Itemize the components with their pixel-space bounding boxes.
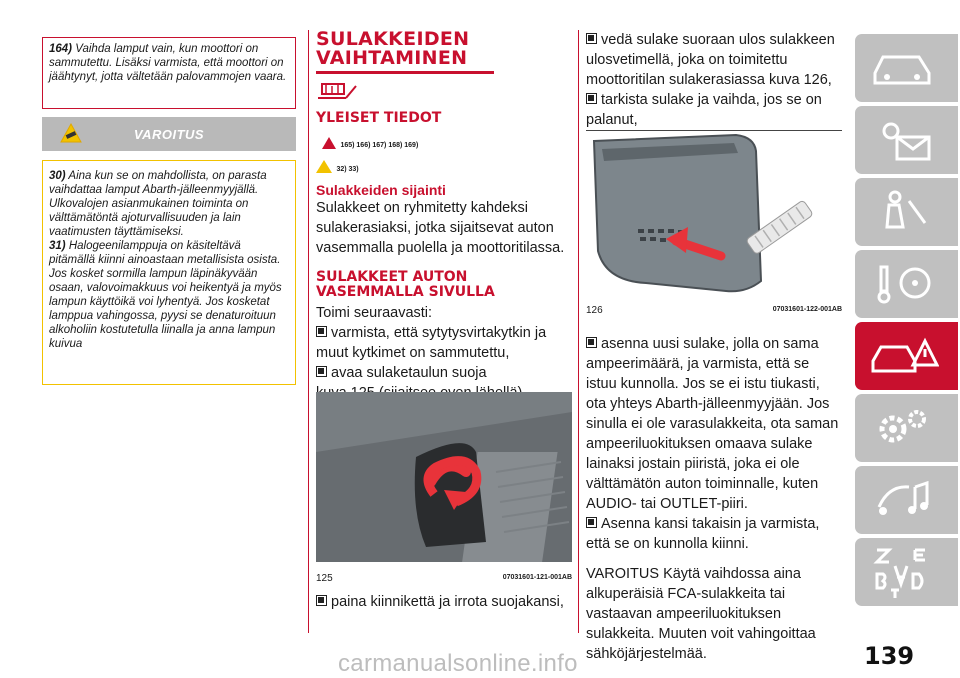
step-1 bbox=[316, 323, 572, 363]
chapter-tab-driving[interactable] bbox=[855, 250, 958, 318]
checkbox-icon bbox=[316, 366, 327, 377]
left-fuses-title-line-1: SULAKKEET AUTON bbox=[316, 269, 468, 285]
column-2 bbox=[316, 30, 572, 403]
alphabet-index-icon bbox=[869, 544, 939, 600]
light-envelope-icon bbox=[869, 115, 939, 165]
refs-a: 165) 166) 167) 168) 169) bbox=[340, 142, 419, 149]
warning-item-1-ref: 30) bbox=[49, 170, 66, 182]
checkbox-icon bbox=[316, 595, 327, 606]
step-1-text: varmista, että sytytysvirtakytkin ja muut kytkimet on sammutettu, bbox=[316, 325, 547, 361]
car-dashboard-icon bbox=[869, 43, 939, 93]
caution-box bbox=[42, 37, 296, 109]
chapter-tab-emergency[interactable] bbox=[855, 322, 958, 390]
warning-item-1-text: Aina kun se on mahdollista, on parasta vaihdattaa lamput Abarth-jälleenmyyjällä. Ulkovalojen asianmukainen toiminta on välttämätöntä ajoturvallisuuden ja lain vaatimusten täyttämiseksi. bbox=[49, 170, 267, 238]
warning-item-1 bbox=[49, 169, 289, 239]
warning-item-2 bbox=[49, 239, 289, 351]
warning-item-2-ref: 31) bbox=[49, 240, 66, 252]
page-number: 139 bbox=[864, 642, 915, 670]
figure-126 bbox=[586, 130, 842, 320]
chapter-tab-safety[interactable] bbox=[855, 106, 958, 174]
step-3 bbox=[316, 592, 572, 612]
seat-airbag-icon bbox=[869, 187, 939, 237]
step-5 bbox=[586, 90, 842, 130]
left-fuses-title-line-2: VASEMMALLA SIVULLA bbox=[316, 284, 495, 300]
column-3-bottom bbox=[586, 334, 842, 664]
checkbox-icon bbox=[316, 326, 327, 337]
step-2-text: avaa sulaketaulun suoja bbox=[331, 365, 487, 381]
warning-header bbox=[42, 117, 296, 151]
refs-row-b bbox=[316, 158, 572, 174]
checkbox-icon bbox=[586, 517, 597, 528]
figure-126-caption bbox=[586, 305, 842, 316]
step-5-text: tarkista sulake ja vaihda, jos se on palanut, bbox=[586, 92, 822, 128]
checkbox-icon bbox=[586, 93, 597, 104]
figure-126-code: 07031601-122-001AB bbox=[772, 306, 842, 313]
column-3-top bbox=[586, 30, 842, 130]
key-steering-icon bbox=[869, 259, 939, 309]
step-6-text: asenna uusi sulake, jolla on sama ampeerimäärä, ja varmista, että se istuu kunnolla. Jos se ei istu tiukasti, ota yhteys Abarth-jälleenmyyjään. Jos sinulla ei ole varasulakkeita, ota saman ampeeriluokituksen omaava sulake lainaksi jostain piiristä, joka ei ole välttämätön auton toiminnalle, kuten AUDIO- tai OUTLET-piiri. bbox=[586, 336, 839, 512]
chapter-tab-multimedia[interactable] bbox=[855, 466, 958, 534]
step-6 bbox=[586, 334, 842, 514]
figure-125-number: 125 bbox=[316, 573, 333, 584]
section-title-line-1: SULAKKEIDEN bbox=[316, 28, 470, 50]
warning-title: VAROITUS bbox=[133, 127, 205, 142]
section-title-rule bbox=[316, 71, 494, 74]
chapter-tab-index[interactable] bbox=[855, 538, 958, 606]
checkbox-icon bbox=[586, 337, 597, 348]
step-7 bbox=[586, 514, 842, 554]
procedure-intro: Toimi seuraavasti: bbox=[316, 305, 433, 321]
figure-126-image bbox=[586, 131, 842, 296]
multimedia-icon bbox=[869, 475, 939, 525]
fuse-icon bbox=[316, 80, 360, 102]
step-3-text: paina kiinnikettä ja irrota suojakansi, bbox=[331, 594, 564, 610]
warning-item-2-text: Halogeenilamppuja on käsiteltävä pitämällä kiinni ainoastaan metallisista osista. Jos kosket sormilla lampun läpinäkyvään osaan, valovoimakkuus voi heikentyä ja myös lampun käyttöikä voi lyhentyä. Jos kosketat lamppua vahingossa, pyysi se denaturoituun alkoholiin kostutetulla liinalla ja anna lampun kuivua bbox=[49, 240, 282, 350]
chapter-tab-maintenance[interactable] bbox=[855, 394, 958, 462]
gears-icon bbox=[869, 403, 939, 453]
caution-text: Vaihda lamput vain, kun moottori on sammutettu. Lisäksi varmista, että moottori on jäähtynyt, jotta vältetään palovammojen vaara. bbox=[49, 43, 287, 83]
section-title-line-2: VAIHTAMINEN bbox=[316, 47, 468, 69]
figure-125 bbox=[316, 392, 572, 592]
car-breakdown-icon bbox=[869, 331, 939, 381]
step-4-text: vedä sulake suoraan ulos sulakkeen ulosvetimellä, joka on toimitettu moottoritilan sulakerasiassa kuva 126, bbox=[586, 32, 835, 88]
general-info-title: YLEISET TIEDOT bbox=[316, 110, 442, 126]
step-7-text: Asenna kansi takaisin ja varmista, että se on kunnolla kiinni. bbox=[586, 516, 820, 552]
column-divider-1 bbox=[308, 30, 309, 633]
warning-triangle-small-icon bbox=[316, 160, 332, 173]
figure-125-caption bbox=[316, 573, 572, 584]
chapter-tab-dashboard[interactable] bbox=[855, 34, 958, 102]
warning-box bbox=[42, 160, 296, 385]
refs-row-a bbox=[322, 134, 572, 150]
location-text: Sulakkeet on ryhmitetty kahdeksi sulakerasiaksi, jotka sijaitsevat auton vasemmalla puolella ja moottoritilassa. bbox=[316, 200, 565, 256]
figure-125-code: 07031601-121-001AB bbox=[502, 574, 572, 581]
watermark: carmanualsonline.info bbox=[338, 650, 578, 677]
figure-125-image bbox=[316, 392, 572, 562]
location-title: Sulakkeiden sijainti bbox=[316, 182, 446, 198]
step-2 bbox=[316, 363, 572, 383]
checkbox-icon bbox=[586, 33, 597, 44]
danger-triangle-icon bbox=[322, 137, 336, 149]
refs-b: 32) 33) bbox=[336, 166, 359, 173]
step-4 bbox=[586, 30, 842, 90]
caution-ref: 164) bbox=[49, 43, 73, 55]
note-text: VAROITUS Käytä vaihdossa aina alkuperäisiä FCA-sulakkeita tai vastaavan ampeeriluokituksen sulakkeita. Muuten voit vahingoittaa sähköjärjestelmää. bbox=[586, 566, 816, 662]
figure-126-number: 126 bbox=[586, 305, 603, 316]
column-divider-2 bbox=[578, 30, 579, 633]
chapter-tab-seatbelt[interactable] bbox=[855, 178, 958, 246]
